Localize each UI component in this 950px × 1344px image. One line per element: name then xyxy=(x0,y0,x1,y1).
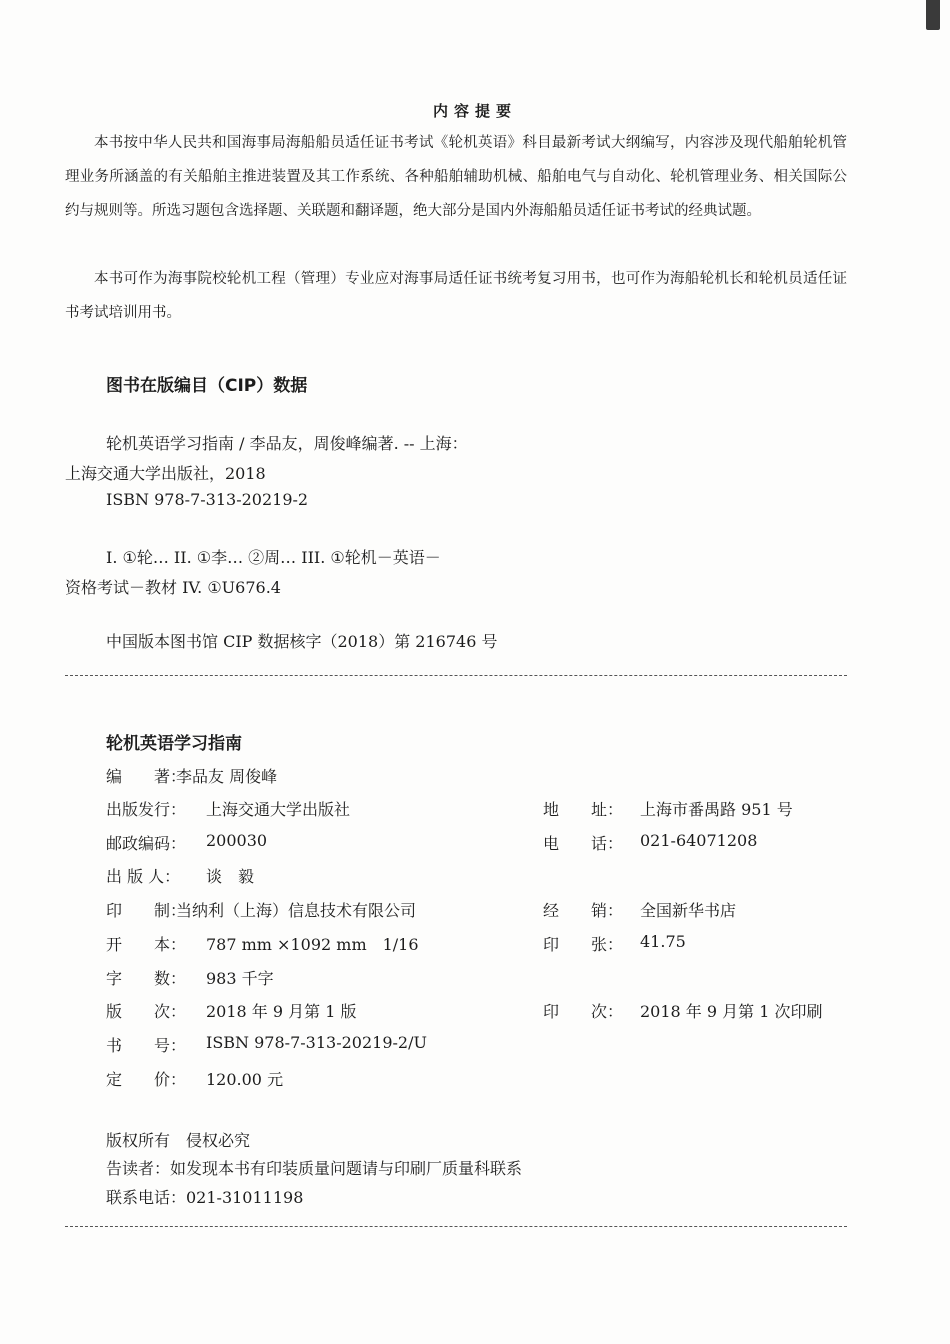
sheets-value: 41.75 xyxy=(640,932,686,951)
printing-value: 2018 年 9 月第 1 次印刷 xyxy=(640,1002,823,1021)
cip-line-isbn: ISBN 978-7-313-20219-2 xyxy=(106,490,309,509)
printer-label: 印 制： xyxy=(106,901,187,920)
format-value: 787 mm ×1092 mm 1/16 xyxy=(206,935,419,954)
isbn-label: 书 号： xyxy=(106,1036,187,1055)
edition-label: 版 次： xyxy=(106,1002,187,1021)
publisher-label: 出版发行： xyxy=(106,800,187,819)
cip-line-publisher: 上海交通大学出版社，2018 xyxy=(65,464,266,483)
row-words xyxy=(106,966,846,988)
distributor-value: 全国新华书店 xyxy=(640,901,737,920)
row-edition xyxy=(106,999,846,1021)
row-issuer xyxy=(106,864,846,886)
distributor-label: 经 销： xyxy=(543,901,624,920)
words-label: 字 数： xyxy=(106,969,187,988)
divider-bottom xyxy=(65,1226,847,1227)
summary-paragraph-1: 本书按中华人民共和国海事局海船船员适任证书考试《轮机英语》科目最新考试大纲编写，内容涉及现代船舶轮机管理业务所涵盖的有关船舶主推进装置及其工作系统、各种船舶辅助机械、船舶电气与自动化、轮机管理业务、相关国际公约与规则等。所选习题包含选择题、关联题和翻译题，绝大部分是国内外海船船员适任证书考试的经典试题。 xyxy=(65,135,847,219)
issuer-value: 谈 毅 xyxy=(206,867,255,886)
row-price xyxy=(106,1067,846,1089)
author-value: 李品友 周俊峰 xyxy=(176,767,278,786)
printer-value: 当纳利（上海）信息技术有限公司 xyxy=(176,901,417,920)
reader-notice: 告读者：如发现本书有印装质量问题请与印刷厂质量科联系 xyxy=(106,1159,523,1178)
book-title: 轮机英语学习指南 xyxy=(106,734,242,754)
format-label: 开 本： xyxy=(106,935,187,954)
sheets-label: 印 张： xyxy=(543,935,624,954)
price-label: 定 价： xyxy=(106,1070,187,1089)
address-label: 地 址： xyxy=(543,800,624,819)
printing-label: 印 次： xyxy=(543,1002,624,1021)
isbn-value: ISBN 978-7-313-20219-2/U xyxy=(206,1033,427,1052)
cip-line-title: 轮机英语学习指南 / 李品友，周俊峰编著. -- 上海： xyxy=(106,434,468,453)
row-printer xyxy=(106,898,846,920)
row-publisher xyxy=(106,797,846,819)
contact-phone: 联系电话：021-31011198 xyxy=(106,1188,304,1207)
cip-line-classification: I. ①轮… II. ①李… ②周… III. ①轮机－英语－ xyxy=(106,548,441,567)
cip-heading: 图书在版编目（CIP）数据 xyxy=(106,376,308,396)
price-value: 120.00 元 xyxy=(206,1070,284,1089)
rights-notice: 版权所有 侵权必究 xyxy=(106,1131,251,1150)
words-value: 983 千字 xyxy=(206,969,274,988)
edition-value: 2018 年 9 月第 1 版 xyxy=(206,1002,357,1021)
author-label: 编 著： xyxy=(106,767,187,786)
divider-top xyxy=(65,675,847,676)
row-format xyxy=(106,932,846,954)
cip-line-classification-cont: 资格考试－教材 IV. ①U676.4 xyxy=(65,578,281,597)
postcode-value: 200030 xyxy=(206,831,268,850)
publisher-value: 上海交通大学出版社 xyxy=(206,800,351,819)
summary-paragraph-2: 本书可作为海事院校轮机工程（管理）专业应对海事局适任证书统考复习用书，也可作为海船轮机长和轮机员适任证书考试培训用书。 xyxy=(65,271,847,321)
row-author xyxy=(106,764,846,786)
phone-value: 021-64071208 xyxy=(640,831,758,850)
row-isbn xyxy=(106,1033,846,1055)
phone-label: 电 话： xyxy=(543,834,624,853)
issuer-label: 出 版 人： xyxy=(106,867,181,886)
page-edge-mark xyxy=(926,0,940,30)
row-postcode xyxy=(106,831,846,853)
summary-title: 内容提要 xyxy=(432,102,517,120)
address-value: 上海市番禺路 951 号 xyxy=(640,800,793,819)
postcode-label: 邮政编码： xyxy=(106,834,187,853)
cip-record-number: 中国版本图书馆 CIP 数据核字（2018）第 216746 号 xyxy=(106,632,498,651)
